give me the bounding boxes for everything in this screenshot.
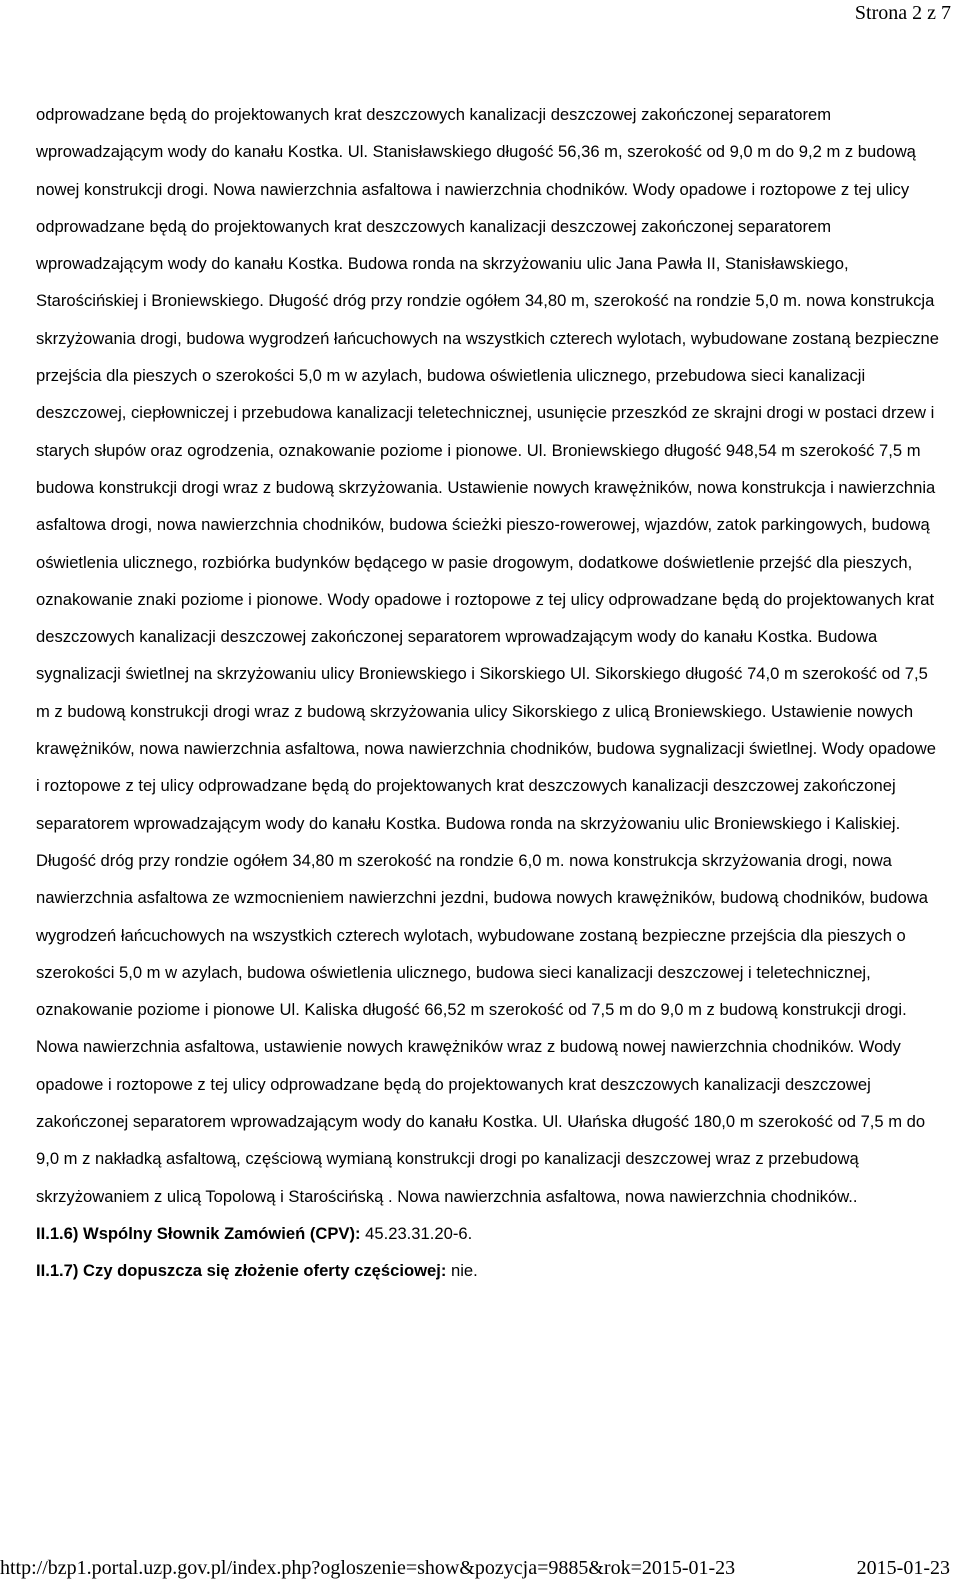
partial-offer-section <box>36 1252 941 1289</box>
page-footer <box>0 1557 960 1579</box>
cpv-value: 45.23.31.20-6. <box>360 1223 473 1243</box>
description-paragraph: odprowadzane będą do projektowanych krat deszczowych kanalizacji deszczowej zakończonej separatorem wprowadzającym wody do kanału Kostka. Ul. Stanisławskiego długość 56,36 m, szerokość od 9,0 m do 9,2 m z budową nowej konstrukcji drogi. Nowa nawierzchnia asfaltowa i nawierzchnia chodników. Wody opadowe i roztopowe z tej ulicy odprowadzane będą do projektowanych krat deszczowych kanalizacji deszczowej zakończonej separatorem wprowadzającym wody do kanału Kostka. Budowa ronda na skrzyżowaniu ulic Jana Pawła II, Stanisławskiego, Starościńskiej i Broniewskiego. Długość dróg przy rondzie ogółem 34,80 m, szerokość na rondzie 5,0 m. nowa konstrukcja skrzyżowania drogi, budowa wygrodzeń łańcuchowych na wszystkich czterech wylotach, wybudowane zostaną bezpieczne przejścia dla pieszych o szerokości 5,0 m w azylach, budowa oświetlenia ulicznego, przebudowa sieci kanalizacji deszczowej, ciepłowniczej i przebudowa kanalizacji teletechnicznej, usunięcie przeszkód ze skrajni drogi w postaci drzew i starych słupów oraz ogrodzenia, oznakowanie poziome i pionowe. Ul. Broniewskiego długość 948,54 m szerokość 7,5 m budowa konstrukcji drogi wraz z budową skrzyżowania. Ustawienie nowych krawężników, nowa konstrukcja i nawierzchnia asfaltowa drogi, nowa nawierzchnia chodników, budowa ścieżki pieszo-rowerowej, wjazdów, zatok parkingowych, budową oświetlenia ulicznego, rozbiórka budynków będącego w pasie drogowym, dodatkowe doświetlenie przejść dla pieszych, oznakowanie znaki poziome i pionowe. Wody opadowe i roztopowe z tej ulicy odprowadzane będą do projektowanych krat deszczowych kanalizacji deszczowej zakończonej separatorem wprowadzającym wody do kanału Kostka. Budowa sygnalizacji świetlnej na skrzyżowaniu ulicy Broniewskiego i Sikorskiego Ul. Sikorskiego długość 74,0 m szerokość od 7,5 m z budową konstrukcji drogi wraz z budową skrzyżowania ulicy Sikorskiego z ulicą Broniewskiego. Ustawienie nowych krawężników, nowa nawierzchnia asfaltowa, nowa nawierzchnia chodników, budowa sygnalizacji świetlnej. Wody opadowe i roztopowe z tej ulicy odprowadzane będą do projektowanych krat deszczowych kanalizacji deszczowej zakończonej separatorem wprowadzającym wody do kanału Kostka. Budowa ronda na skrzyżowaniu ulic Broniewskiego i Kaliskiej. Długość dróg przy rondzie ogółem 34,80 m szerokość na rondzie 6,0 m. nowa konstrukcja skrzyżowania drogi, nowa nawierzchnia asfaltowa ze wzmocnieniem nawierzchni jezdni, budowa nowych krawężników, budową chodników, budowa wygrodzeń łańcuchowych na wszystkich czterech wylotach, wybudowane zostaną bezpieczne przejścia dla pieszych o szerokości 5,0 m w azylach, budowa oświetlenia ulicznego, budowa sieci kanalizacji deszczowej i teletechnicznej, oznakowanie poziome i pionowe Ul. Kaliska długość 66,52 m szerokość od 7,5 m do 9,0 m z budową konstrukcji drogi. Nowa nawierzchnia asfaltowa, ustawienie nowych krawężników wraz z budową nowej nawierzchnia chodników. Wody opadowe i roztopowe z tej ulicy odprowadzane będą do projektowanych krat deszczowych kanalizacji deszczowej zakończonej separatorem wprowadzającym wody do kanału Kostka. Ul. Ułańska długość 180,0 m szerokość od 7,5 m do 9,0 m z nakładką asfaltową, częściową wymianą konstrukcji drogi po kanalizacji deszczowej wraz z przebudową skrzyżowaniem z ulicą Topolową i Starościńską . Nowa nawierzchnia asfaltowa, nowa nawierzchnia chodników.. <box>36 105 939 1206</box>
page-indicator: Strona 2 z 7 <box>854 2 951 24</box>
cpv-label: II.1.6) Wspólny Słownik Zamówień (CPV): <box>36 1223 361 1243</box>
cpv-section <box>36 1215 941 1252</box>
footer-url: http://bzp1.portal.uzp.gov.pl/index.php?ogloszenie=show&pozycja=9885&rok=2015-01-23 <box>0 1557 736 1579</box>
document-body <box>36 96 941 1290</box>
partial-offer-value: nie. <box>446 1261 478 1281</box>
partial-offer-label: II.1.7) Czy dopuszcza się złożenie oferty częściowej: <box>36 1261 447 1281</box>
footer-date: 2015-01-23 <box>856 1557 950 1579</box>
